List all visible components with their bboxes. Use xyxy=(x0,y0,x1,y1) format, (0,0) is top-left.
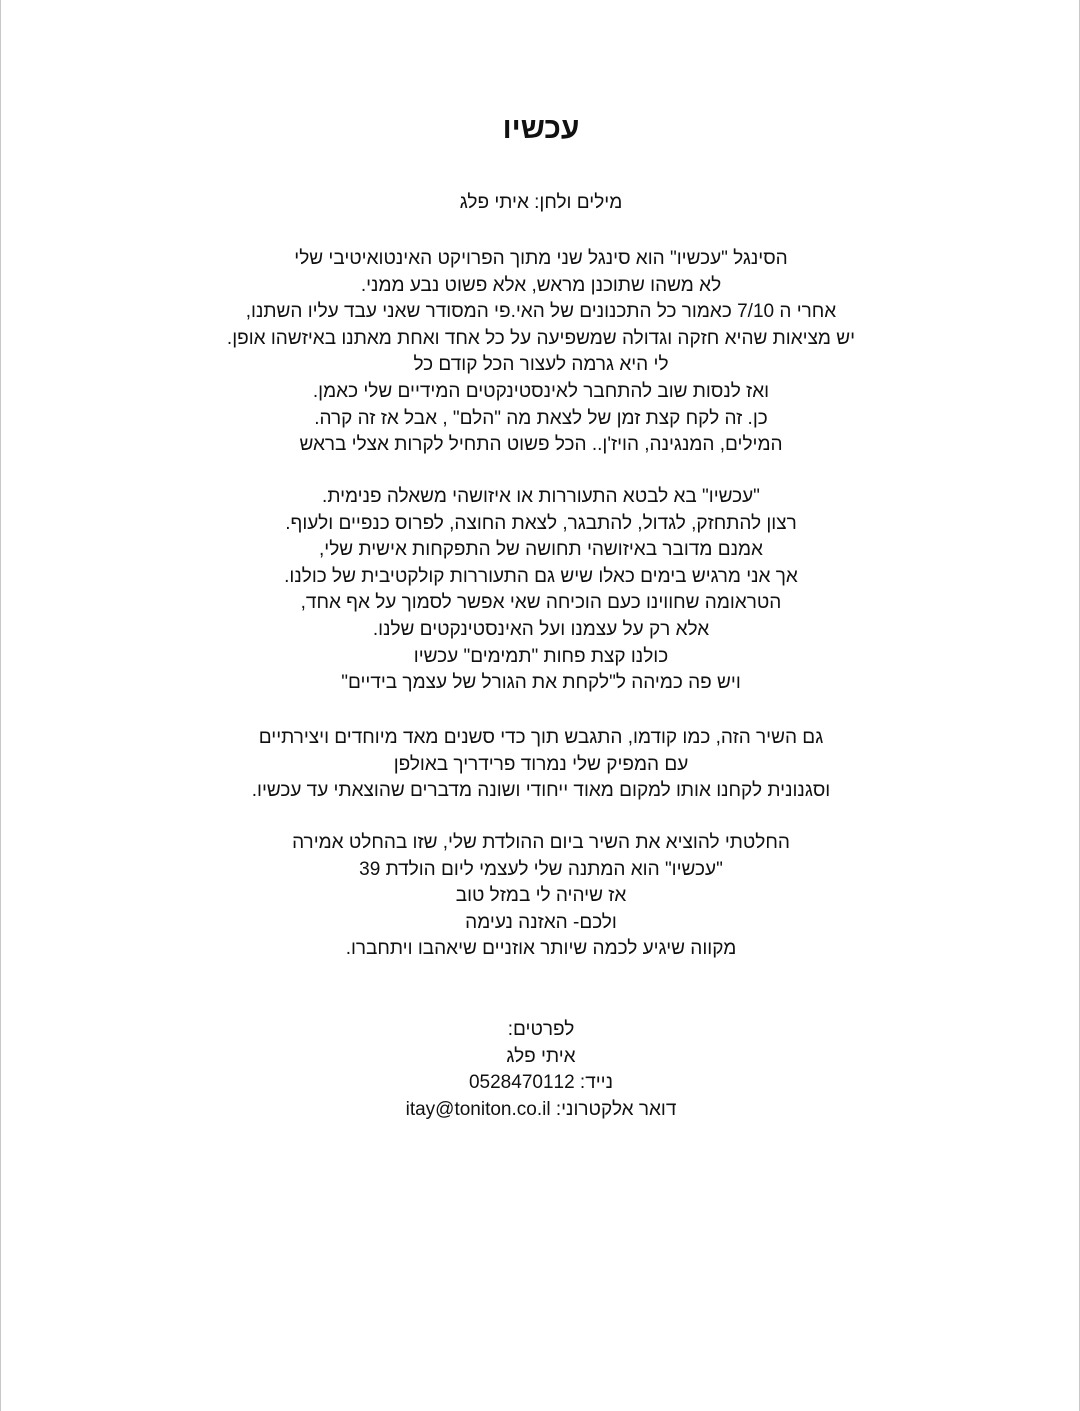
document-title: עכשיו xyxy=(502,112,580,145)
paragraph-line: כולנו קצת פחות "תמימים" עכשיו xyxy=(413,645,669,667)
paragraph-line: ויש פה כמיהה ל"לקחת את הגורל של עצמך בידיים" xyxy=(341,672,741,694)
paragraph-line: הטראומה שחווינו כעם הוכיחה שאי אפשר לסמוך על אף אחד, xyxy=(300,592,782,614)
paragraph-meaning xyxy=(141,484,941,697)
contact-heading: לפרטים: xyxy=(507,1019,575,1040)
paragraph-line: לי היא גרמה לעצור הכל קודם כל xyxy=(413,354,669,376)
contact-name: איתי פלג xyxy=(506,1045,576,1067)
contact-phone: נייד: 0528470112 xyxy=(468,1072,614,1094)
paragraph-line: החלטתי להוציא את השיר ביום ההולדת שלי, שזו בהחלט אמירה xyxy=(292,832,790,853)
paragraph-intro xyxy=(141,246,941,459)
paragraph-line: אז שיהיה לי במזל טוב xyxy=(455,885,627,907)
paragraph-line: אלא רק על עצמנו ועל האינסטינקטים שלנו. xyxy=(372,618,710,640)
paragraph-line: המילים, המנגינה, הויז'ן.. הכל פשוט התחיל לקרות אצלי בראש xyxy=(299,434,783,456)
paragraph-line: רצון להתחזק, לגדול, להתבגר, לצאת החוצה, לפרוס כנפיים ולעוף. xyxy=(285,512,797,534)
paragraph-line: אחרי ה 7/10 כאמור כל התכנונים של האי.פי המסודר שאני עבד עליו השתנו, xyxy=(245,301,837,323)
paragraph-line: "עכשיו" הוא המתנה שלי לעצמי ליום הולדת 39 xyxy=(359,858,723,880)
paragraph-production xyxy=(141,725,941,805)
paragraph-line: "עכשיו" בא לבטא התעוררות או איזושהי משאלה פנימית. xyxy=(322,486,760,507)
paragraph-line: גם השיר הזה, כמו קודמו, התגבש תוך כדי סשנים מאד מיוחדים ויצירתיים xyxy=(258,727,824,748)
paragraph-line: אך אני מרגיש בימים כאלו שיש גם התעוררות קולקטיבית של כולנו. xyxy=(284,565,798,587)
paragraph-line: עם המפיק שלי נמרוד פרידריך באולפן xyxy=(393,753,689,775)
contact-block xyxy=(141,1017,941,1123)
paragraph-line: וסגנונית לקחנו אותו למקום מאוד ייחודי ושונה מדברים שהוצאתי עד עכשיו. xyxy=(251,780,831,802)
paragraph-line: ולכם- האזנה נעימה xyxy=(465,911,617,933)
paragraph-line: ואז לנסות שוב להתחבר לאינסטינקטים המידיים שלי כאמן. xyxy=(312,380,770,402)
credit-line: מילים ולחן: איתי פלג xyxy=(459,192,623,213)
paragraph-release xyxy=(141,830,941,963)
paragraph-line: יש מציאות שהיא חזקה וגדולה שמשפיעה על כל אחד ואחת מאתנו באיזשהו אופן. xyxy=(226,327,856,349)
contact-email: דואר אלקטרוני: itay@toniton.co.il xyxy=(405,1098,677,1120)
paragraph-line: הסינגל "עכשיו" הוא סינגל שני מתוך הפרויקט האינטואיטיבי שלי xyxy=(294,248,788,269)
paragraph-line: כן. זה לקח קצת זמן של לצאת מה "הלם" , אבל אז זה קרה. xyxy=(314,407,768,429)
paragraph-line: לא משהו שתוכנן מראש, אלא פשוט נבע ממני. xyxy=(360,274,722,296)
paragraph-line: אמנם מדובר באיזושהי תחושה של התפקחות אישית שלי, xyxy=(319,539,763,561)
paragraph-line: מקווה שיגיע לכמה שיותר אוזניים שיאהבו ויתחברו. xyxy=(345,938,737,960)
